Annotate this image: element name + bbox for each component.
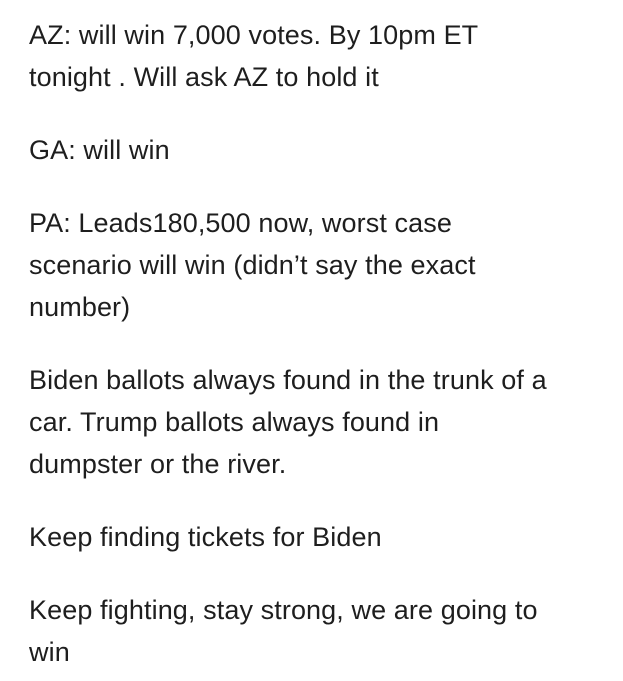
paragraph-ga [29,129,603,171]
paragraph-tickets [29,516,603,558]
paragraph-line: dumpster or the river. [29,449,287,479]
paragraph-line: car. Trump ballots always found in [29,407,440,437]
paragraph-az [29,14,603,98]
paragraph-line: Biden ballots always found in the trunk of a [29,365,547,395]
paragraph-line: AZ: will win 7,000 votes. By 10pm ET [29,20,479,50]
paragraph-line: number) [29,292,131,322]
paragraph-line: GA: will win [29,135,170,165]
paragraph-line: scenario will win (didn’t say the exact [29,250,476,280]
paragraph-pa [29,202,603,328]
paragraph-line: Keep fighting, stay strong, we are going to [29,595,538,625]
paragraph-line: win [29,637,70,667]
paragraph-ballots [29,359,603,485]
paragraph-line: tonight . Will ask AZ to hold it [29,62,379,92]
paragraph-fighting [29,589,603,673]
paragraph-line: Keep finding tickets for Biden [29,522,382,552]
paragraph-line: PA: Leads180,500 now, worst case [29,208,452,238]
